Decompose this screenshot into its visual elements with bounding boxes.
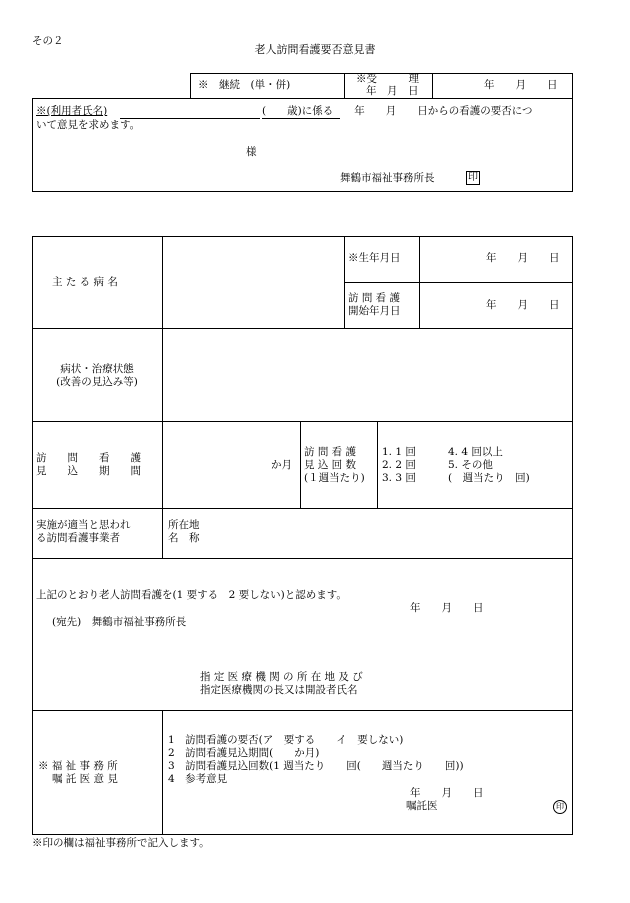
condition-label-1: 病状・治療状態 [60,363,134,375]
request-text-line2: いて意見を求めます。 [36,119,141,131]
addressee: (宛先) 舞鶴市福祉事務所長 [52,616,187,628]
count-option: 3. 3 回 [382,472,416,484]
count-label-3: (１週当たり) [304,472,365,484]
footer-note: ※印の欄は福祉事務所で記入します。 [32,837,210,849]
disease-label: 主 た る 病 名 [52,276,118,288]
request-text-line1: ( 歳)に係る 年 月 日からの看護の要否につ [262,105,533,117]
provider-name-label: 名 称 [168,532,200,544]
birth-date-label: ※生年月日 [348,252,401,264]
count-label-1: 訪 問 看 護 [304,446,357,458]
count-option: 4. 4 回以上 [448,446,503,458]
provider-address-label: 所在地 [168,519,200,531]
count-option: 5. その他 [448,459,493,471]
provider-label-1: 実施が適当と思われ [36,519,131,531]
condition-label-2: (改善の見込み等) [56,376,138,388]
office-item: 2 訪問看護見込期間( か月) [168,747,320,759]
office-item: 1 訪問看護の要否(ア 要する イ 要しない) [168,734,404,746]
reception-date: 年 月 日 [484,79,558,91]
issuer-seal: 印 [468,172,478,183]
visit-start-label-2: 開始年月日 [348,305,401,317]
institution-line-2: 指定医療機関の長又は開設者氏名 [200,684,358,696]
office-item: 3 訪問看護見込回数(1 週当たり 回( 週当たり 回)) [168,760,464,772]
provider-label-2: る訪問看護事業者 [36,532,120,544]
office-label-2: 嘱 託 医 意 見 [52,773,118,785]
honorific: 様 [246,146,257,158]
reception-mark: ※受 理 [356,73,419,85]
visit-start-date: 年 月 日 [486,299,560,311]
office-date: 年 月 日 [410,787,484,799]
visit-start-label-1: 訪 問 看 護 [348,292,401,304]
patient-name-label: ※(利用者氏名) [36,105,108,117]
page-title: 老人訪問看護要否意見書 [254,43,376,56]
period-label-2: 見 込 期 間 [36,465,141,477]
issuer: 舞鶴市福祉事務所長 [340,172,435,184]
count-option: 2. 2 回 [382,459,416,471]
count-option: 1. 1 回 [382,446,416,458]
approval-date: 年 月 日 [410,602,484,614]
approval-text: 上記のとおり老人訪問看護を(1 要する 2 要しない)と認めます。 [36,589,347,601]
office-item: 4 参考意見 [168,773,228,785]
reception-date-label: 年 月 日 [366,85,419,97]
office-label-1: ※ 福 祉 事 務 所 [38,760,118,772]
renewal-label: ※ 継続 (単・併) [198,79,291,91]
count-label-2: 見 込 回 数 [304,459,357,471]
birth-date-value: 年 月 日 [486,252,560,264]
doctor-label: 嘱託医 [406,800,438,812]
doctor-seal: 印 [553,800,567,814]
count-option: ( 週当たり 回) [448,472,530,484]
period-label-1: 訪 問 看 護 [36,452,141,464]
institution-line-1: 指 定 医 療 機 関 の 所 在 地 及 び [200,671,363,683]
months-unit: か月 [271,459,292,471]
page-number: その２ [32,35,64,47]
